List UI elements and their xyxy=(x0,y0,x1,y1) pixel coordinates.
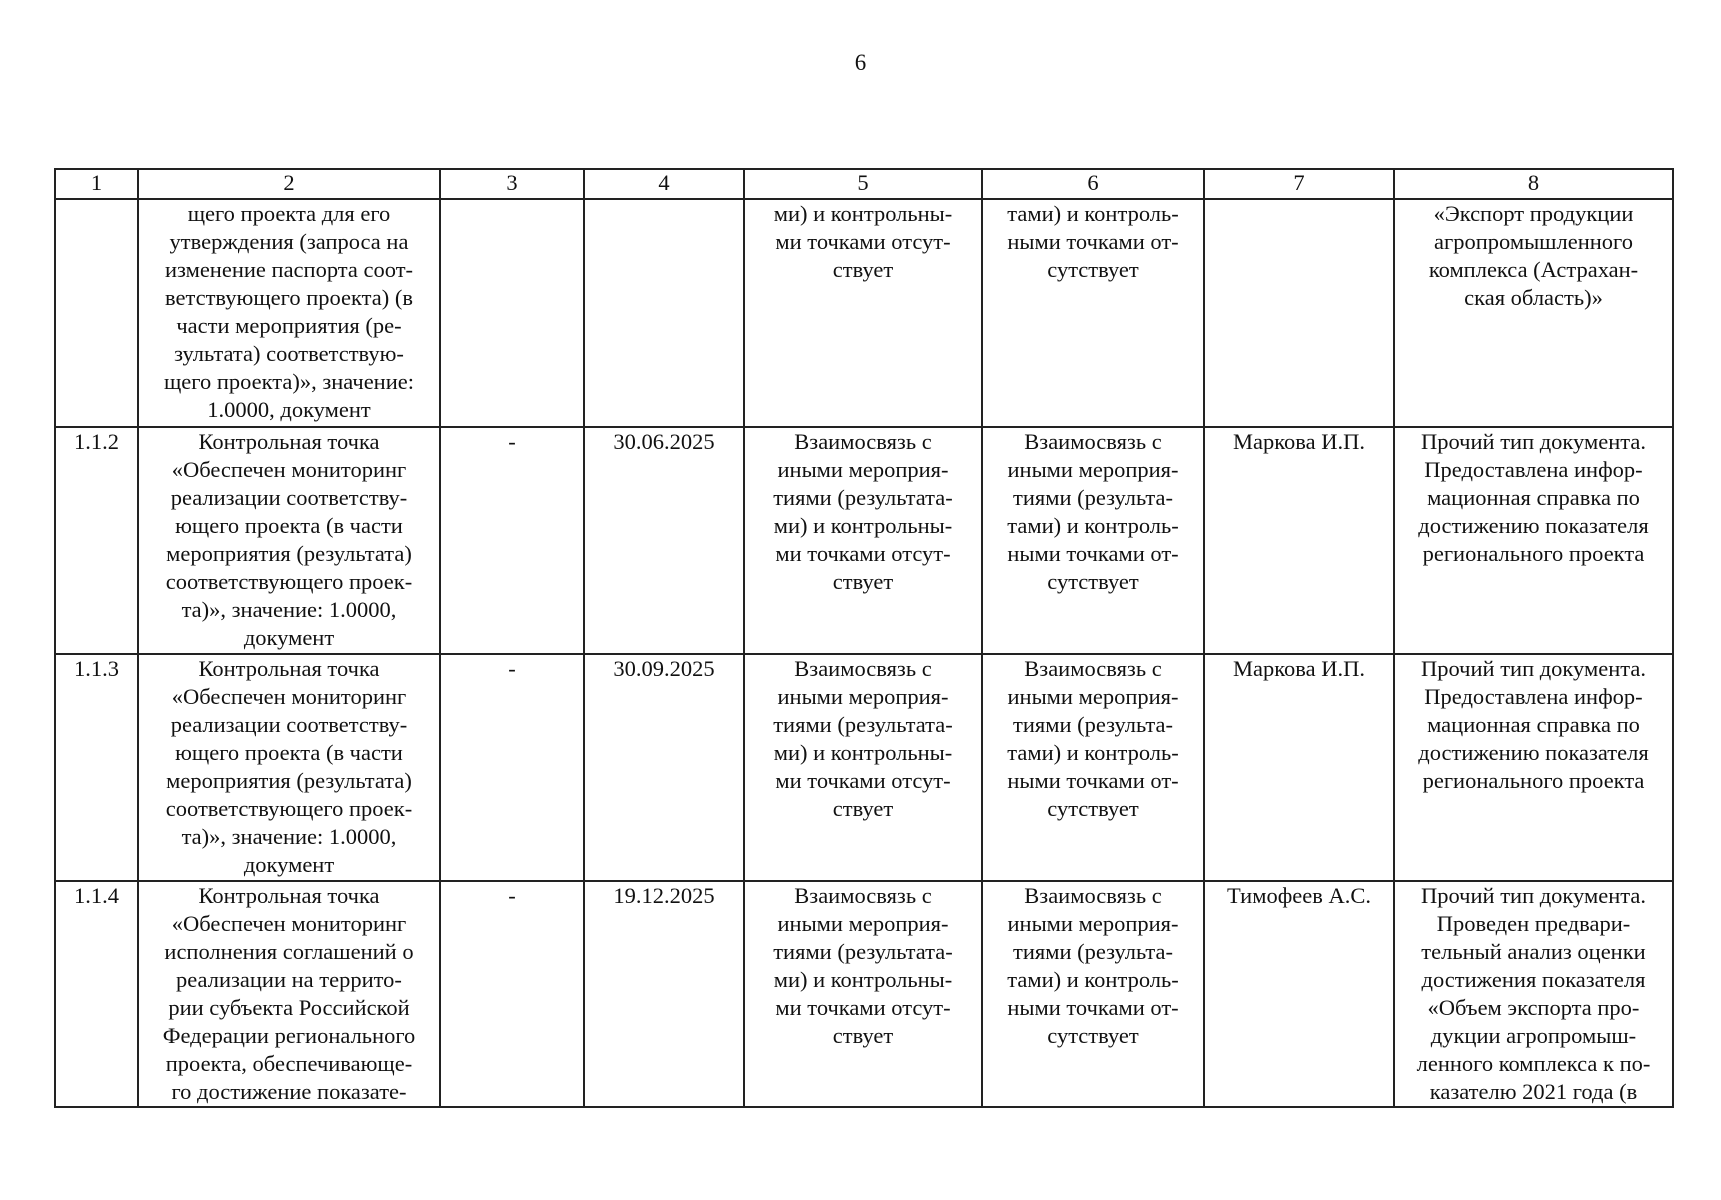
row-relation-results: Взаимосвязь с иными мероприя- тиями (результа- тами) и контроль- ными точками от- сутствует xyxy=(982,427,1204,654)
row-description: Контрольная точка «Обеспечен мониторинг реализации соответству- ющего проекта (в части мероприятия (результата) соответствующего проек- та)», значение: 1.0000, документ xyxy=(138,654,440,881)
row-number: 1.1.2 xyxy=(55,427,138,654)
row-document: Прочий тип документа. Предоставлена инфор- мационная справка по достижению показателя регионального проекта xyxy=(1394,427,1673,654)
row-relation-events: Взаимосвязь с иными мероприя- тиями (результата- ми) и контрольны- ми точками отсут- ствует xyxy=(744,881,982,1107)
row-document: Прочий тип документа. Проведен предвари- тельный анализ оценки достижения показателя «Объем экспорта про- дукции агропромыш- ленного комплекса к по- казателю 2021 года (в xyxy=(1394,881,1673,1107)
column-header-6: 6 xyxy=(982,169,1204,199)
row-predecessor: - xyxy=(440,427,584,654)
table-row xyxy=(55,654,1673,881)
table-row xyxy=(55,427,1673,654)
row-date: 19.12.2025 xyxy=(584,881,744,1107)
row-description: Контрольная точка «Обеспечен мониторинг исполнения соглашений о реализации на террито- рии субъекта Российской Федерации регионального проекта, обеспечивающе- го достижение показате- xyxy=(138,881,440,1107)
row-number xyxy=(55,199,138,427)
column-header-5: 5 xyxy=(744,169,982,199)
row-relation-results: тами) и контроль- ными точками от- сутствует xyxy=(982,199,1204,427)
row-relation-events: ми) и контрольны- ми точками отсут- ствует xyxy=(744,199,982,427)
header-row xyxy=(55,169,1673,199)
column-header-4: 4 xyxy=(584,169,744,199)
row-responsible: Маркова И.П. xyxy=(1204,427,1394,654)
table-row xyxy=(55,199,1673,427)
column-header-2: 2 xyxy=(138,169,440,199)
row-responsible xyxy=(1204,199,1394,427)
row-number: 1.1.3 xyxy=(55,654,138,881)
row-description: щего проекта для его утверждения (запроса на изменение паспорта соот- ветствующего проекта) (в части мероприятия (ре- зультата) соответствую- щего проекта)», значение: 1.0000, документ xyxy=(138,199,440,427)
row-relation-events: Взаимосвязь с иными мероприя- тиями (результата- ми) и контрольны- ми точками отсут- ствует xyxy=(744,427,982,654)
plan-table xyxy=(54,168,1674,1108)
row-responsible: Маркова И.П. xyxy=(1204,654,1394,881)
row-predecessor xyxy=(440,199,584,427)
column-header-7: 7 xyxy=(1204,169,1394,199)
row-document: «Экспорт продукции агропромышленного комплекса (Астрахан- ская область)» xyxy=(1394,199,1673,427)
row-date: 30.09.2025 xyxy=(584,654,744,881)
column-header-8: 8 xyxy=(1394,169,1673,199)
row-description: Контрольная точка «Обеспечен мониторинг реализации соответству- ющего проекта (в части мероприятия (результата) соответствующего проек- та)», значение: 1.0000, документ xyxy=(138,427,440,654)
row-relation-events: Взаимосвязь с иными мероприя- тиями (результата- ми) и контрольны- ми точками отсут- ствует xyxy=(744,654,982,881)
row-date xyxy=(584,199,744,427)
column-header-3: 3 xyxy=(440,169,584,199)
row-date: 30.06.2025 xyxy=(584,427,744,654)
page-number: 6 xyxy=(854,50,867,75)
row-document: Прочий тип документа. Предоставлена инфор- мационная справка по достижению показателя регионального проекта xyxy=(1394,654,1673,881)
table-row xyxy=(55,881,1673,1107)
column-header-1: 1 xyxy=(55,169,138,199)
row-relation-results: Взаимосвязь с иными мероприя- тиями (результа- тами) и контроль- ными точками от- сутствует xyxy=(982,881,1204,1107)
row-relation-results: Взаимосвязь с иными мероприя- тиями (результа- тами) и контроль- ными точками от- сутствует xyxy=(982,654,1204,881)
row-responsible: Тимофеев А.С. xyxy=(1204,881,1394,1107)
row-predecessor: - xyxy=(440,881,584,1107)
row-number: 1.1.4 xyxy=(55,881,138,1107)
row-predecessor: - xyxy=(440,654,584,881)
